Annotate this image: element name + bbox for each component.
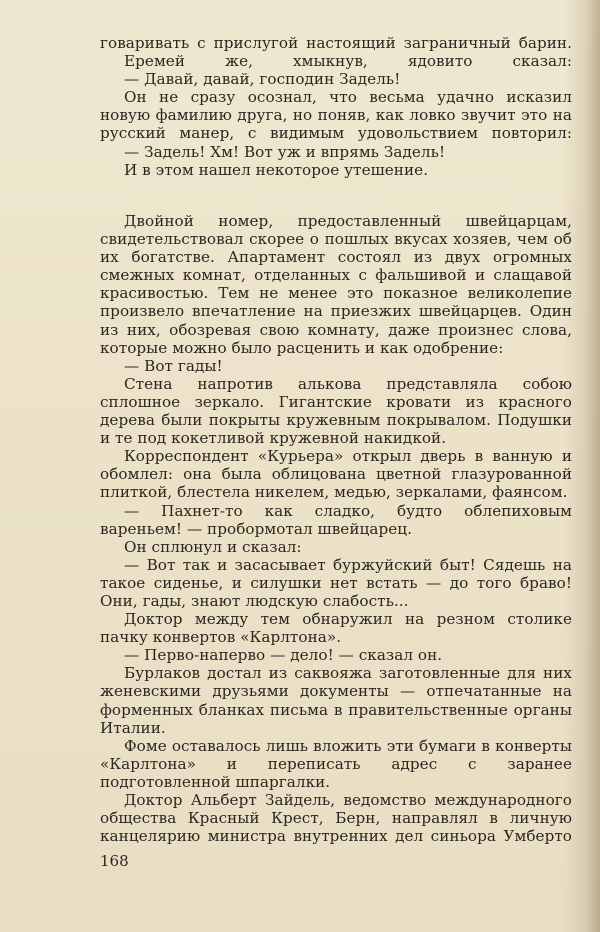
paragraph: Двойной номер, предоставленный швейцарцам, свидетельствовал скорее о пошлых вкусах хозяев, чем об их богатстве. Апартамент состоял из двух огромных смежных комнат, отделанных с фальшивой и слащавой красивостью. Тем не менее это показное великолепие произвело впечатление на приезжих швейцарцев. Один из них, обозревая свою комнату, даже произнес слова, которые можно было расценить и как одобрение: <box>100 212 572 357</box>
paragraph: И в этом нашел некоторое утешение. <box>124 160 429 179</box>
paragraph: — Давай, давай, господин Задель! <box>124 70 401 89</box>
paragraph: говаривать с прислугой настоящий заграничный барин. <box>100 34 572 52</box>
page-edge-shadow <box>586 0 600 932</box>
paragraph: — Пахнет-то как сладко, будто облепиховым вареньем! — пробормотал швейцарец. <box>100 501 572 538</box>
paragraph: — Перво-наперво — дело! — сказал он. <box>124 646 443 665</box>
paragraph: Еремей же, хмыкнув, ядовито сказал: <box>124 52 572 71</box>
paragraph: Он сплюнул и сказал: <box>124 537 302 556</box>
paragraph: — Задель! Хм! Вот уж и впрямь Задель! <box>124 142 446 161</box>
paragraph: Он не сразу осознал, что весьма удачно исказил новую фамилию друга, но поняв, как ловко звучит это на русский манер, с видимым удовольствием повторил: <box>100 88 572 143</box>
paragraph: — Вот гады! <box>124 356 223 375</box>
text-section-main <box>100 212 572 845</box>
paragraph: — Вот так и засасывает буржуйский быт! Сядешь на такое сиденье, и силушки нет встать — до того браво! Они, гады, знают людскую слабость... <box>100 555 572 610</box>
text-section-top <box>100 34 572 179</box>
paragraph: Фоме оставалось лишь вложить эти бумаги в конверты «Карлтона» и переписать адрес с заранее подготовленной шпаргалки. <box>100 736 572 791</box>
paragraph: Корреспондент «Курьера» открыл дверь в ванную и обомлел: она была облицована цветной глазурованной плиткой, блестела никелем, медью, зеркалами, фаянсом. <box>100 447 572 502</box>
paragraph: Доктор между тем обнаружил на резном столике пачку конвертов «Карлтона». <box>100 610 572 647</box>
paragraph: Стена напротив алькова представляла собою сплошное зеркало. Гигантские кровати из красного дерева были покрыты кружевным покрывалом. Подушки и те под кокетливой кружевной накидкой. <box>100 374 572 448</box>
paragraph: Бурлаков достал из саквояжа заготовленные для них женевскими друзьями документы — отпечатанные на форменных бланках письма в правительственные органы Италии. <box>100 664 572 737</box>
page-number: 168 <box>100 852 129 870</box>
paragraph: Доктор Альберт Зайдель, ведомство международного общества Красный Крест, Берн, направлял в личную канцелярию министра внутренних дел синьора Умберто <box>100 791 572 846</box>
